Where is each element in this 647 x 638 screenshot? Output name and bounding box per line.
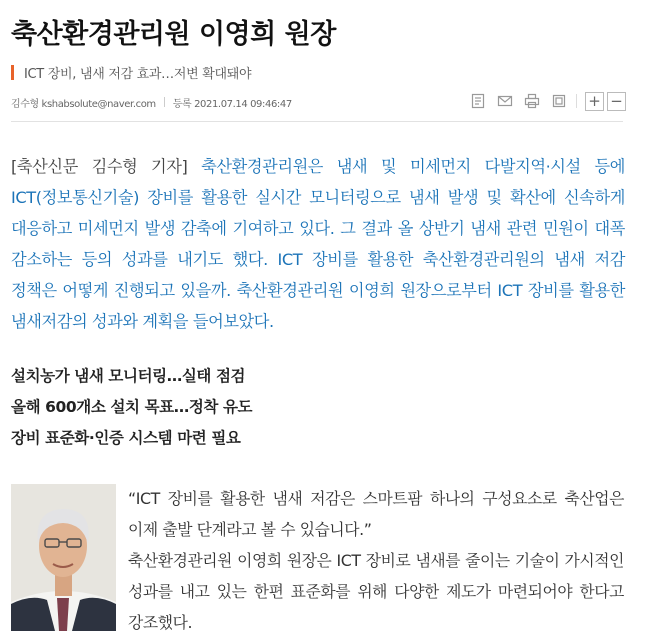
zoom-out-button[interactable]: −	[607, 92, 626, 111]
pull-quote: “ICT 장비를 활용한 냄새 저감은 스마트팜 하나의 구성요소로 축산업은 이제 출발 단계라고 볼 수 있습니다.”	[128, 489, 624, 539]
article-view-icon[interactable]	[468, 91, 488, 111]
key-point-item: 장비 표준화·인증 시스템 마련 필요	[11, 429, 241, 447]
meta-divider	[164, 97, 165, 107]
key-points	[11, 361, 252, 454]
publish-date: 등록 2021.07.14 09:46:47	[172, 98, 292, 110]
lead-text: 축산환경관리원은 냄새 및 미세먼지 다발지역·시설 등에 ICT(정보통신기술) 장비를 활용한 실시간 모니터링으로 냄새 발생 및 확산에 신속하게 대응하고 미세먼지 발생 감축에 기여하고 있다. 그 결과 올 상반기 냄새 관련 민원이 대폭 감소하는 등의 성과를 내기도 했다. ICT 장비를 활용한 축산환경관리원의 냄새 저감 정책은 어떻게 진행되고 있을까. 축산환경관리원 이영희 원장으로부터 ICT 장비를 활용한 냄새저감의 성과와 계획을 들어보았다.	[11, 157, 625, 331]
article-meta	[11, 95, 292, 109]
author-info: 김수형 kshabsolute@naver.com	[11, 98, 156, 110]
interview-intro	[128, 483, 624, 638]
interviewee-photo	[11, 484, 116, 631]
article-headline: 축산환경관리원 이영희 원장	[11, 19, 336, 50]
intro-paragraph: 축산환경관리원 이영희 원장은 ICT 장비로 냄새를 줄이는 기술이 가시적인 성과를 내고 있는 한편 표준화를 위해 다양한 제도가 마련되어야 한다고 강조했다.	[128, 551, 624, 632]
subheadline-accent-bar	[11, 65, 14, 80]
key-point-item: 올해 600개소 설치 목표…정착 유도	[11, 398, 253, 416]
header-divider	[11, 121, 623, 122]
article-subheadline	[11, 62, 251, 82]
subheadline-text: ICT 장비, 냄새 저감 효과…저변 확대돼야	[24, 66, 252, 82]
article-toolbar	[468, 90, 626, 112]
copy-icon[interactable]	[549, 91, 569, 111]
lead-paragraph	[11, 151, 625, 337]
print-icon[interactable]	[522, 91, 542, 111]
key-point-item: 설치농가 냄새 모니터링…실태 점검	[11, 367, 246, 385]
zoom-in-button[interactable]: +	[585, 92, 604, 111]
toolbar-divider	[576, 94, 577, 108]
email-icon[interactable]	[495, 91, 515, 111]
reporter-byline: [축산신문 김수형 기자]	[11, 157, 188, 176]
zoom-controls	[582, 92, 626, 111]
